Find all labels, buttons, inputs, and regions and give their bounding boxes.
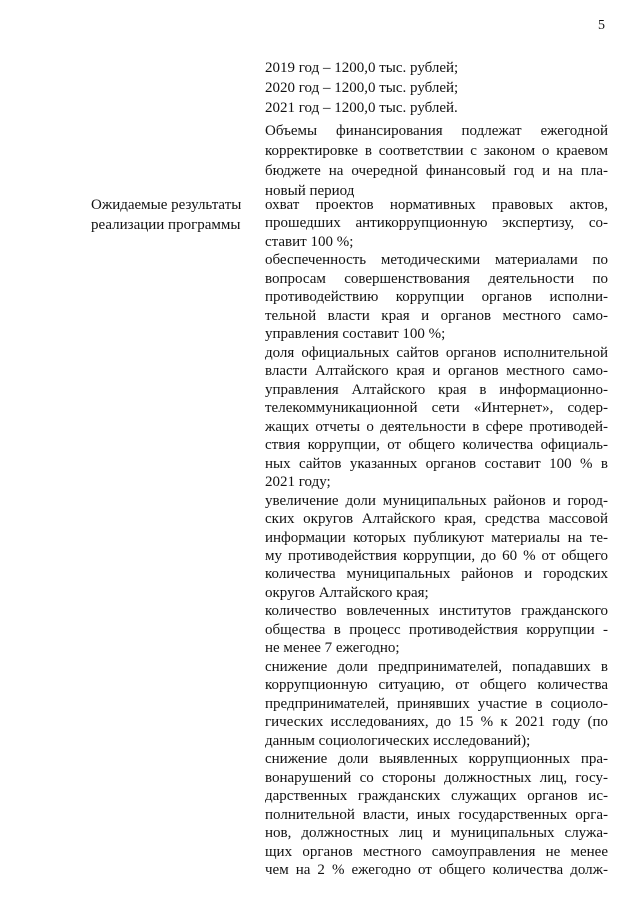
- results-line: управления составит 100 %;: [265, 326, 446, 342]
- funding-correction-line: бюджете на очередной финансовый год и на пла-: [265, 163, 608, 179]
- results-line: предпринимателей, принявших участие в социоло-: [265, 696, 608, 712]
- results-line: щих органов местного самоуправления не менее: [265, 844, 608, 860]
- funding-correction-line: корректировке в соответствии с законом о краевом: [265, 143, 608, 159]
- funding-year-line: 2019 год – 1200,0 тыс. рублей;: [265, 60, 459, 76]
- funding-year-line: 2020 год – 1200,0 тыс. рублей;: [265, 80, 459, 96]
- results-line: вопросам совершенствования деятельности по: [265, 271, 608, 287]
- results-line: ствия коррупции, от общего количества официаль-: [265, 437, 608, 453]
- results-line: противодействию коррупции органов исполни-: [265, 289, 608, 305]
- results-line: доля официальных сайтов органов исполнительной: [265, 345, 608, 361]
- results-line: не менее 7 ежегодно;: [265, 640, 400, 656]
- results-line: ных сайтов указанных органов составит 100 % в: [265, 456, 608, 472]
- results-label-line: Ожидаемые результаты: [91, 197, 242, 213]
- results-line: полнительной власти, иных государственных орга-: [265, 807, 608, 823]
- results-line: тельной власти края и органов местного само-: [265, 308, 608, 324]
- results-line: количества муниципальных районов и городских: [265, 566, 608, 582]
- funding-correction-line: новый период: [265, 183, 355, 199]
- funding-year-line: 2021 год – 1200,0 тыс. рублей.: [265, 100, 458, 116]
- results-line: вонарушений со стороны должностных лиц, госу-: [265, 770, 608, 786]
- results-line: округов Алтайского края;: [265, 585, 429, 601]
- results-line: чем на 2 % ежегодно от общего количества долж-: [265, 862, 608, 878]
- results-line: снижение доли выявленных коррупционных пра-: [265, 751, 608, 767]
- results-line: жащих отчеты о деятельности в сфере противодей-: [265, 419, 608, 435]
- results-line: прошедших антикоррупционную экспертизу, со-: [265, 215, 608, 231]
- results-line: власти Алтайского края и органов местного само-: [265, 363, 608, 379]
- results-line: количество вовлеченных институтов гражданского: [265, 603, 608, 619]
- results-label-line: реализации программы: [91, 217, 241, 233]
- results-line: телекоммуникационной сети «Интернет», содер-: [265, 400, 608, 416]
- results-line: снижение доли предпринимателей, попадавших в: [265, 659, 608, 675]
- results-line: дарственных гражданских служащих органов ис-: [265, 788, 608, 804]
- results-line: ских округов Алтайского края, средства массовой: [265, 511, 608, 527]
- results-line: увеличение доли муниципальных районов и город-: [265, 493, 608, 509]
- results-line: коррупционную ситуацию, от общего количества: [265, 677, 608, 693]
- results-line: 2021 году;: [265, 474, 331, 490]
- results-line: нов, должностных лиц и муниципальных служа-: [265, 825, 608, 841]
- results-line: охват проектов нормативных правовых актов,: [265, 197, 608, 213]
- funding-correction-line: Объемы финансирования подлежат ежегодной: [265, 123, 608, 139]
- results-line: общества в процесс противодействия коррупции -: [265, 622, 608, 638]
- results-line: обеспеченность методическими материалами по: [265, 252, 608, 268]
- results-line: информации которых публикуют материалы на те-: [265, 530, 608, 546]
- results-line: данным социологических исследований);: [265, 733, 531, 749]
- results-line: управления Алтайского края в информационно-: [265, 382, 608, 398]
- results-line: гических исследованиях, до 15 % к 2021 году (по: [265, 714, 608, 730]
- results-line: му противодействия коррупции, до 60 % от общего: [265, 548, 608, 564]
- results-line: ставит 100 %;: [265, 234, 354, 250]
- page-number: 5: [598, 18, 605, 33]
